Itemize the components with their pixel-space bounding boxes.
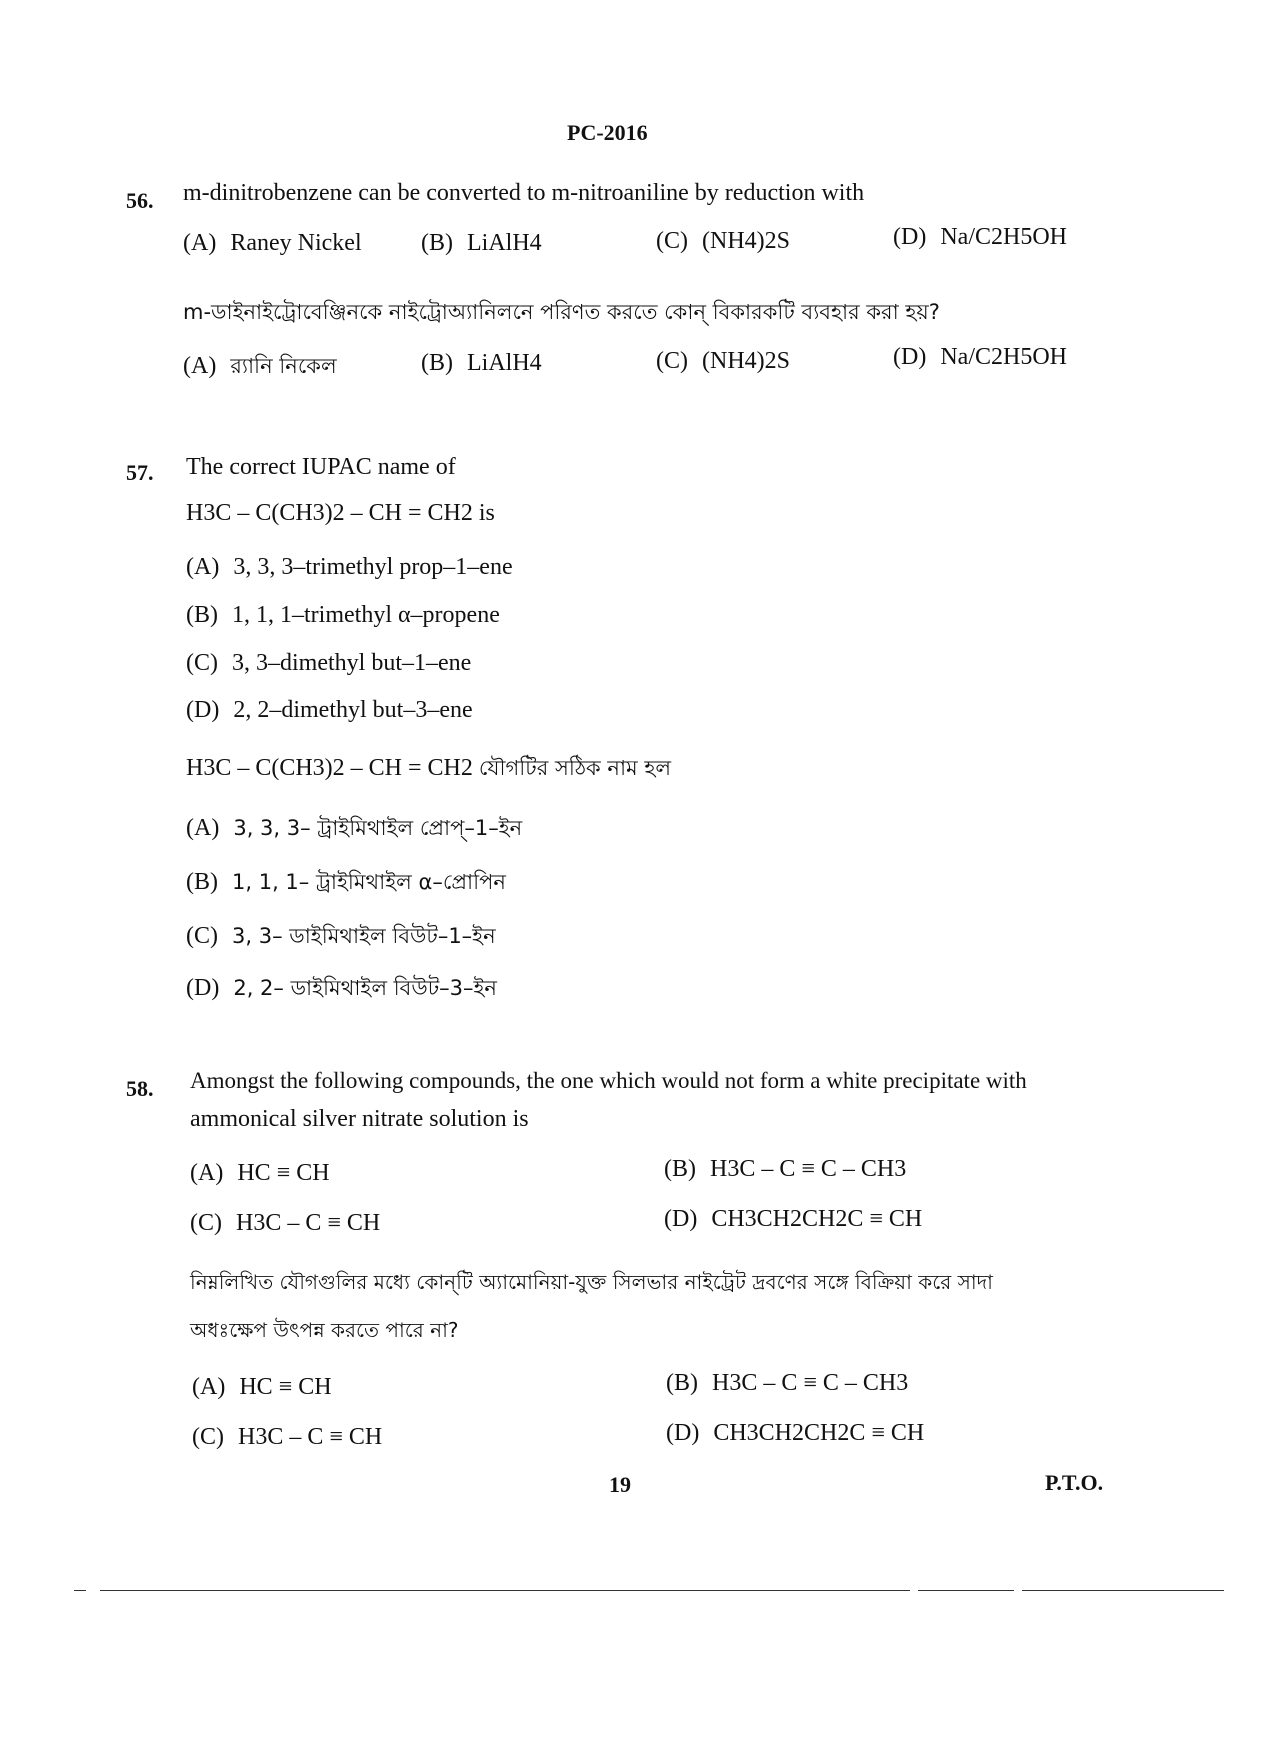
question-57-formula-line — [186, 500, 495, 527]
question-58-bengali-line2: অধঃক্ষেপ উৎপন্ন করতে পারে না? — [190, 1318, 459, 1342]
option-label: (D) — [186, 697, 220, 723]
option-label: (A) — [183, 353, 217, 379]
option-text: (NH4)2S — [702, 348, 790, 374]
q57-en-option-c — [186, 650, 471, 677]
option-text: র‍্যানি নিকেল — [230, 354, 337, 378]
q56-en-option-d — [893, 224, 1067, 251]
q58-bn-option-b — [666, 1370, 908, 1397]
option-label: (D) — [893, 224, 927, 250]
q58-en-option-c — [190, 1210, 380, 1237]
option-text: 3, 3, 3– ট্রাইমিথাইল প্রোপ্–1–ইন — [233, 816, 523, 840]
option-label: (D) — [186, 975, 220, 1001]
option-text: H3C – C ≡ C – CH3 — [710, 1156, 907, 1182]
question-58-text-line1: Amongst the following compounds, the one which would not form a white precipitate with — [190, 1068, 1027, 1093]
option-text: H3C – C ≡ CH — [238, 1424, 383, 1450]
option-text: 1, 1, 1–trimethyl α–propene — [232, 602, 500, 628]
footer-rule — [100, 1590, 910, 1591]
q56-en-option-b — [421, 230, 542, 257]
option-label: (C) — [656, 348, 688, 374]
option-label: (A) — [186, 815, 220, 841]
q56-bn-option-b — [421, 350, 542, 377]
option-label: (B) — [666, 1370, 698, 1396]
q57-en-option-d — [186, 697, 473, 724]
q57-en-option-b — [186, 602, 500, 629]
q56-bn-option-a — [183, 350, 337, 385]
option-text: Raney Nickel — [230, 230, 362, 256]
option-text: LiAlH4 — [467, 230, 542, 256]
option-text: 3, 3– ডাইমিথাইল বিউট–1–ইন — [232, 924, 496, 948]
q56-bn-option-c — [656, 348, 790, 375]
question-58-bengali-line1: নিম্নলিখিত যৌগগুলির মধ্যে কোন্‌টি অ্যামোনিয়া-যুক্ত সিলভার নাইট্রেট দ্রবণের সঙ্গে বিক্রিয়া করে সাদা — [190, 1270, 993, 1294]
question-58-text-line2: ammonical silver nitrate solution is — [190, 1106, 529, 1132]
option-label: (B) — [186, 602, 218, 628]
option-text: 2, 2–dimethyl but–3–ene — [233, 697, 473, 723]
q58-en-option-b — [664, 1156, 906, 1183]
option-text: (NH4)2S — [702, 228, 790, 254]
option-text: Na/C2H5OH — [940, 224, 1067, 250]
option-text: H3C – C ≡ C – CH3 — [712, 1370, 909, 1396]
question-57-bengali-line — [186, 752, 671, 787]
question-56-number: 56. — [126, 188, 154, 213]
option-label: (A) — [190, 1160, 224, 1186]
question-57-text: The correct IUPAC name of — [186, 454, 456, 480]
option-text: H3C – C ≡ CH — [236, 1210, 381, 1236]
option-text: 3, 3, 3–trimethyl prop–1–ene — [233, 554, 513, 580]
option-text: 1, 1, 1– ট্রাইমিথাইল α–প্রোপিন — [232, 870, 506, 894]
question-56-text: m-dinitrobenzene can be converted to m-nitroaniline by reduction with — [183, 180, 865, 206]
q58-bn-option-a — [192, 1374, 332, 1401]
option-label: (D) — [664, 1206, 698, 1232]
option-text: Na/C2H5OH — [940, 344, 1067, 370]
q58-en-option-d — [664, 1206, 922, 1233]
q58-en-option-a — [190, 1160, 330, 1187]
option-label: (C) — [656, 228, 688, 254]
option-label: (A) — [183, 230, 217, 256]
question-57-suffix: is — [478, 500, 495, 526]
page-number: 19 — [609, 1472, 631, 1497]
option-label: (C) — [192, 1424, 224, 1450]
option-text: CH3CH2CH2C ≡ CH — [713, 1420, 925, 1446]
question-57-bengali-text: যৌগটির সঠিক নাম হল — [478, 756, 672, 780]
option-text: 3, 3–dimethyl but–1–ene — [232, 650, 472, 676]
question-57-bengali-formula: H3C – C(CH3)2 – CH = CH2 — [186, 755, 473, 781]
option-label: (A) — [186, 554, 220, 580]
option-label: (D) — [893, 344, 927, 370]
option-label: (C) — [186, 650, 218, 676]
option-text: HC ≡ CH — [237, 1160, 330, 1186]
option-label: (B) — [421, 350, 453, 376]
footer-rule — [74, 1590, 86, 1591]
question-57-formula: H3C – C(CH3)2 – CH = CH2 — [186, 500, 473, 526]
footer-rule — [1022, 1590, 1224, 1591]
question-57-number: 57. — [126, 460, 154, 485]
option-text: 2, 2– ডাইমিথাইল বিউট–3–ইন — [233, 976, 497, 1000]
q58-bn-option-d — [666, 1420, 924, 1447]
q58-bn-option-c — [192, 1424, 382, 1451]
option-text: HC ≡ CH — [239, 1374, 332, 1400]
option-label: (A) — [192, 1374, 226, 1400]
option-label: (C) — [186, 923, 218, 949]
q56-en-option-c — [656, 228, 790, 255]
q56-en-option-a — [183, 230, 362, 257]
option-label: (D) — [666, 1420, 700, 1446]
q57-en-option-a — [186, 554, 513, 581]
q56-bn-option-d — [893, 344, 1067, 371]
question-58-number: 58. — [126, 1076, 154, 1101]
option-text: CH3CH2CH2C ≡ CH — [711, 1206, 923, 1232]
option-label: (B) — [421, 230, 453, 256]
question-56-bengali-text: m-ডাইনাইট্রোবেঞ্জিনকে নাইট্রোঅ্যানিলনে পরিণত করতে কোন্ বিকারকটি ব্যবহার করা হয়? — [183, 300, 940, 324]
option-label: (B) — [186, 869, 218, 895]
option-label: (B) — [664, 1156, 696, 1182]
footer-rule — [918, 1590, 1014, 1591]
option-label: (C) — [190, 1210, 222, 1236]
q57-bn-option-c — [186, 920, 496, 955]
q57-bn-option-a — [186, 812, 522, 847]
pto-marker: P.T.O. — [1045, 1470, 1104, 1495]
q57-bn-option-b — [186, 866, 506, 901]
option-text: LiAlH4 — [467, 350, 542, 376]
page-header-code: PC-2016 — [567, 120, 648, 145]
q57-bn-option-d — [186, 972, 497, 1007]
